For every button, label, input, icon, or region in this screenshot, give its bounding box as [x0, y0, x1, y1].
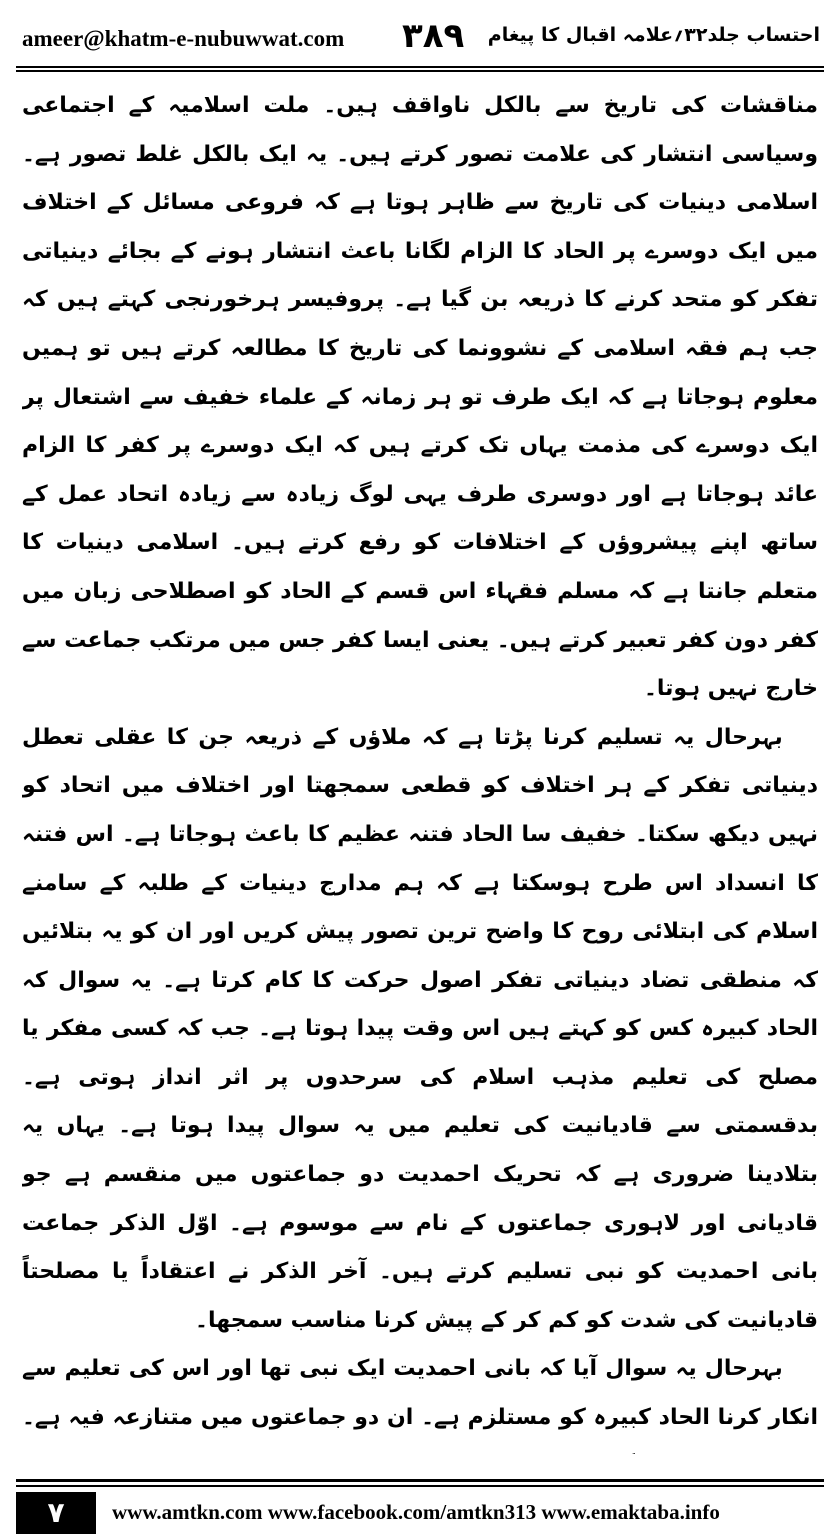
- footer-links[interactable]: www.amtkn.com www.facebook.com/amtkn313 www.emaktaba.info: [112, 1500, 720, 1524]
- page-header: [16, 8, 824, 64]
- sheet-mark: ۷: [16, 1492, 96, 1534]
- paragraph-3: بہرحال یہ سوال آیا کہ بانی احمدیت ایک نبی تھا اور اس کی تعلیم سے انکار کرنا الحاد کبیرہ کو مستلزم ہے۔ ان دو جماعتوں میں متنازعہ فیہ ہے۔: [22, 1356, 818, 1431]
- body-text: [22, 82, 818, 1454]
- book-title: احتساب جلد۳۲؍علامہ اقبال کا پیغام: [487, 24, 820, 46]
- paragraph-1: مناقشات کی تاریخ سے بالکل ناواقف ہیں۔ ملت اسلامیہ کے اجتماعی وسیاسی انتشار کی علامت تصور کرتے ہیں۔ یہ ایک بالکل غلط تصور ہے۔ اسلامی دینیات کی تاریخ سے ظاہر ہوتا ہے کہ فروعی مسائل کے اختلاف میں ایک دوسرے پر الحاد کا الزام لگانا باعث انتشار ہونے کے بجائے دینیاتی تفکر کو متحد کرنے کا ذریعہ بن گیا ہے۔ پروفیسر ہرخورنجی کہتے ہیں کہ جب ہم فقہ اسلامی کے نشوونما کی تاریخ کا مطالعہ کرتے ہیں تو ہمیں معلوم ہوجاتا ہے کہ ایک طرف تو ہر زمانہ کے علماء خفیف سے اشتعال پر ایک دوسرے کی مذمت یہاں تک کرتے ہیں کہ ایک دوسرے پر کفر کا الزام عائد ہوجاتا ہے اور دوسری طرف یہی لوگ زیادہ سے زیادہ اتحاد عمل کے ساتھ اپنے پیشروؤں کے اختلافات کو رفع کرتے ہیں۔ اسلامی دینیات کا متعلم جانتا ہے کہ مسلم فقہاء اس قسم کے الحاد کو اصطلاحی زبان میں کفر دون کفر تعبیر کرتے ہیں۔ یعنی ایسا کفر جس میں مرتکب جماعت سے خارج نہیں ہوتا۔: [22, 93, 818, 702]
- header-email[interactable]: ameer@khatm-e-nubuwwat.com: [22, 26, 345, 51]
- page-number: ۳۸۹: [402, 16, 465, 56]
- page-footer: [16, 1479, 824, 1536]
- footer-divider: [16, 1485, 824, 1487]
- paragraph-2: بہرحال یہ تسلیم کرنا پڑتا ہے کہ ملاؤں کے ذریعہ جن کا عقلی تعطل دینیاتی تفکر کے ہر اختلاف کو قطعی سمجھتا اور اختلاف میں اتحاد کو نہیں دیکھ سکتا۔ خفیف سا الحاد فتنہ عظیم کا باعث ہوجاتا ہے۔ اس فتنہ کا انسداد اس طرح ہوسکتا ہے کہ ہم مدارج دینیات کے طلبہ کے سامنے اسلام کی ابتلائی روح کا واضح ترین تصور پیش کریں اور ان کو یہ بتلائیں کہ منطقی تضاد دینیاتی تفکر اصول حرکت کا کام کرتا ہے۔ یہ سوال کہ الحاد کبیرہ کس کو کہتے ہیں اس وقت پیدا ہوتا ہے۔ جب کہ کسی مفکر یا مصلح کی تعلیم مذہب اسلام کی سرحدوں پر اثر انداز ہوتی ہے۔ بدقسمتی سے قادیانیت کی تعلیم میں یہ سوال پیدا ہوتا ہے۔ یہاں یہ بتلادینا ضروری ہے کہ تحریک احمدیت دو جماعتوں میں منقسم ہے جو قادیانی اور لاہوری جماعتوں کے نام سے موسوم ہے۔ اوّل الذکر جماعت بانی احمدیت کو نبی تسلیم کرتے ہیں۔ آخر الذکر نے اعتقاداً یا مصلحتاً قادیانیت کی شدت کو کم کر کے پیش کرنا مناسب سمجھا۔: [22, 724, 818, 1333]
- header-divider: [16, 66, 824, 72]
